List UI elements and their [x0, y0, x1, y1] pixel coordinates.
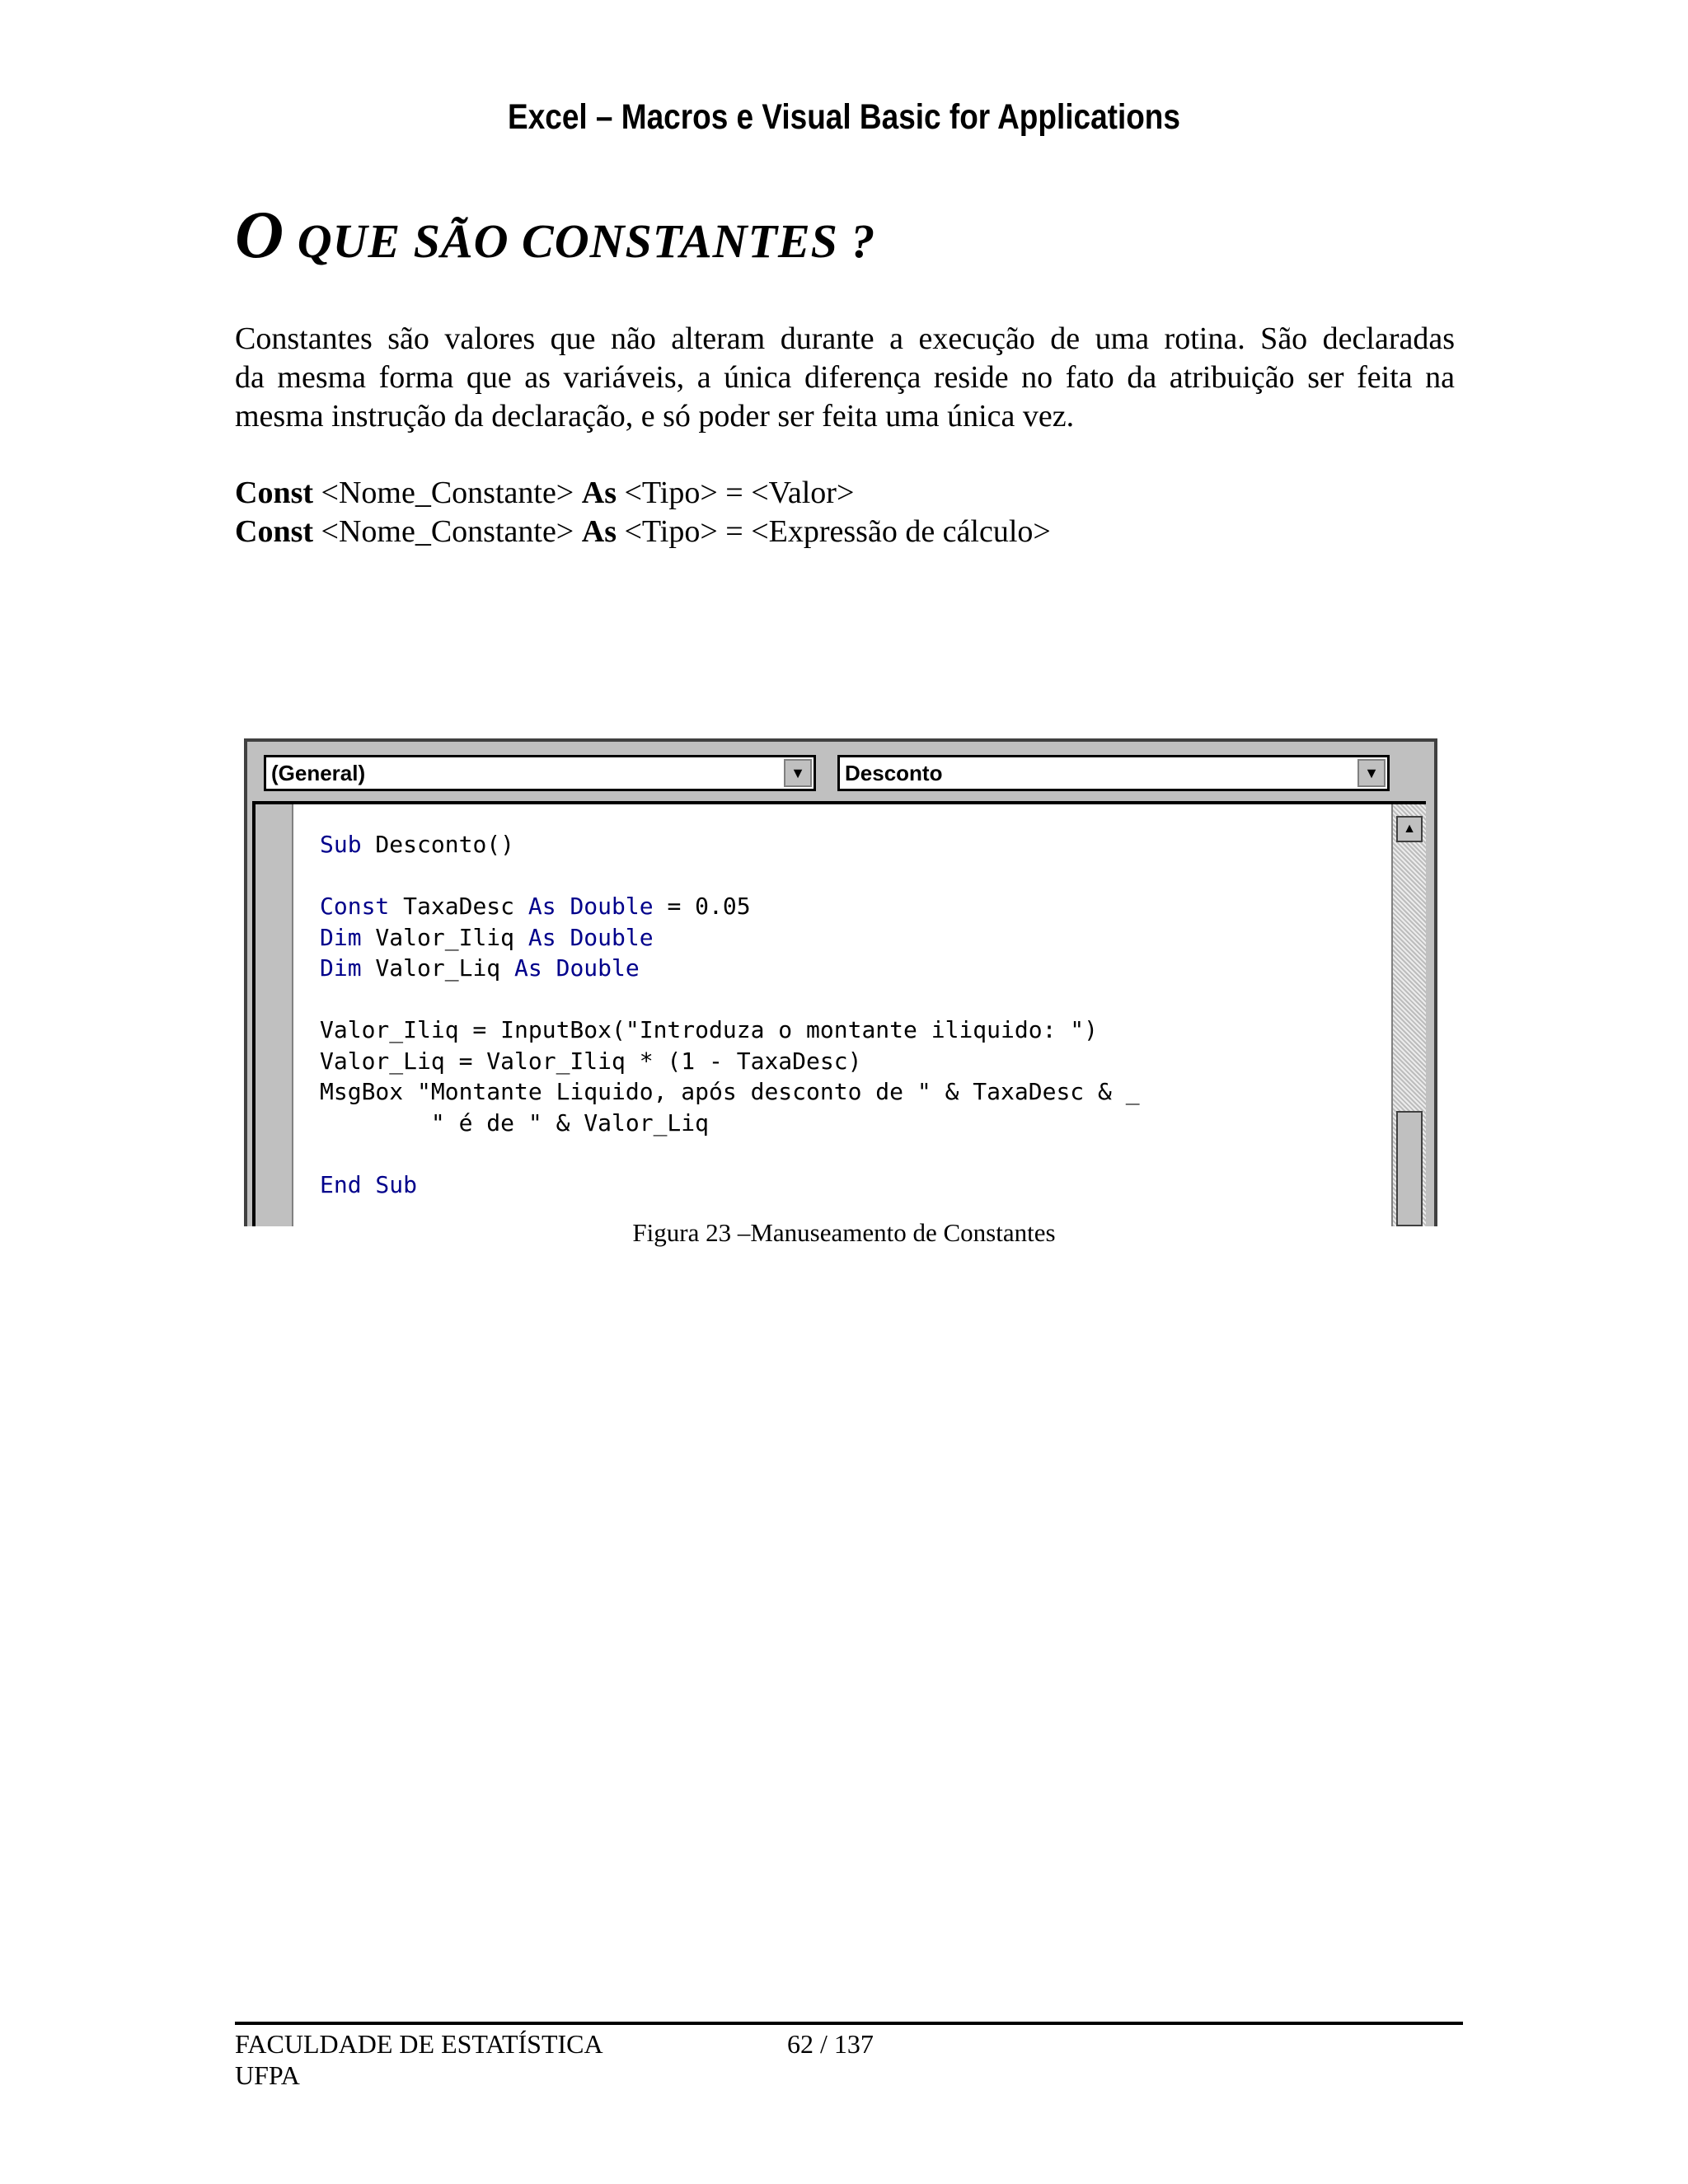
- code-token: Valor_Liq: [361, 954, 515, 982]
- dropdown-arrow-icon[interactable]: ▼: [784, 759, 812, 787]
- syntax-name: <Nome_Constante>: [313, 476, 582, 510]
- code-keyword: Const: [320, 893, 390, 920]
- code-token: Valor_Iliq: [361, 923, 528, 951]
- paragraph-line: da mesma forma que as variáveis, a única diferença reside no fato da atribuição ser feita na: [235, 360, 1455, 395]
- keyword-as: As: [581, 514, 617, 549]
- object-combo-value: (General): [271, 761, 366, 785]
- scroll-up-arrow-icon[interactable]: ▲: [1396, 816, 1423, 842]
- section-title: [235, 196, 875, 274]
- code-token: [542, 954, 556, 982]
- body-paragraph: [235, 320, 1455, 436]
- section-title-initial: O: [235, 197, 285, 272]
- procedure-combo[interactable]: [837, 755, 1390, 791]
- syntax-name: <Nome_Constante>: [313, 514, 582, 549]
- code-token: [556, 893, 570, 920]
- code-token: " é de " & Valor_Liq: [320, 1108, 710, 1137]
- vertical-scrollbar[interactable]: [1391, 804, 1426, 1226]
- section-title-rest: QUE SÃO CONSTANTES ?: [284, 214, 876, 268]
- code-line: [320, 1046, 1140, 1077]
- code-line: [320, 1138, 1140, 1169]
- code-line: [320, 1015, 1140, 1046]
- code-keyword: As: [528, 893, 556, 920]
- footer-institution-block: [235, 2028, 603, 2091]
- paragraph-line: mesma instrução da declaração, e só poder ser feita uma única vez.: [235, 399, 1075, 434]
- code-token: Valor_Iliq = InputBox("Introduza o montante iliquido: "): [320, 1016, 1099, 1043]
- code-line: [320, 1076, 1140, 1108]
- code-token: TaxaDesc: [389, 893, 528, 920]
- code-line: [320, 922, 1140, 954]
- vba-code-window: [244, 738, 1437, 1226]
- code-keyword: Dim: [320, 923, 362, 951]
- syntax-block: [235, 474, 1051, 551]
- margin-indicator-bar[interactable]: [256, 804, 293, 1226]
- scroll-thumb[interactable]: [1396, 1111, 1423, 1226]
- code-keyword: Sub: [320, 831, 362, 858]
- code-line: [320, 1108, 1140, 1139]
- code-line: [320, 891, 1140, 922]
- keyword-const: Const: [235, 476, 314, 510]
- running-header: Excel – Macros e Visual Basic for Applications: [508, 97, 1180, 137]
- code-token: [556, 924, 570, 951]
- code-token: MsgBox "Montante Liquido, após desconto de " & TaxaDesc & _: [320, 1078, 1140, 1105]
- dropdown-arrow-icon[interactable]: ▼: [1357, 759, 1386, 787]
- syntax-rest: <Tipo> = <Valor>: [616, 476, 855, 510]
- code-keyword: Double: [570, 923, 654, 951]
- figure-caption: Figura 23 –Manuseamento de Constantes: [632, 1218, 1056, 1247]
- code-keyword: Dim: [320, 954, 362, 982]
- syntax-rest: <Tipo> = <Expressão de cálculo>: [616, 514, 1051, 549]
- code-line: [320, 860, 1140, 892]
- keyword-const: Const: [235, 514, 314, 549]
- code-line: [320, 953, 1140, 984]
- procedure-combo-value: Desconto: [845, 761, 943, 785]
- code-text[interactable]: [320, 829, 1140, 1200]
- code-keyword: As: [514, 954, 542, 982]
- footer-university: UFPA: [235, 2060, 300, 2090]
- code-line: [320, 984, 1140, 1015]
- object-combo[interactable]: [264, 755, 816, 791]
- syntax-line-value: [235, 474, 1051, 513]
- code-keyword: Double: [556, 954, 640, 982]
- page-number: 62 / 137: [787, 2029, 874, 2059]
- code-keyword: Double: [570, 893, 654, 920]
- code-line: [320, 1169, 1140, 1201]
- code-token: = 0.05: [653, 893, 751, 920]
- code-token: Valor_Liq = Valor_Iliq * (1 - TaxaDesc): [320, 1047, 862, 1075]
- code-keyword: As: [528, 923, 556, 951]
- syntax-line-expression: [235, 513, 1051, 551]
- keyword-as: As: [581, 476, 617, 510]
- footer-rule: [235, 2022, 1463, 2025]
- footer-institution: FACULDADE DE ESTATÍSTICA: [235, 2029, 603, 2059]
- code-line: [320, 829, 1140, 860]
- code-pane[interactable]: [252, 801, 1426, 1226]
- code-token: Desconto(): [361, 831, 515, 858]
- paragraph-line: Constantes são valores que não alteram durante a execução de uma rotina. São declaradas: [235, 321, 1455, 356]
- code-keyword: End Sub: [320, 1170, 418, 1198]
